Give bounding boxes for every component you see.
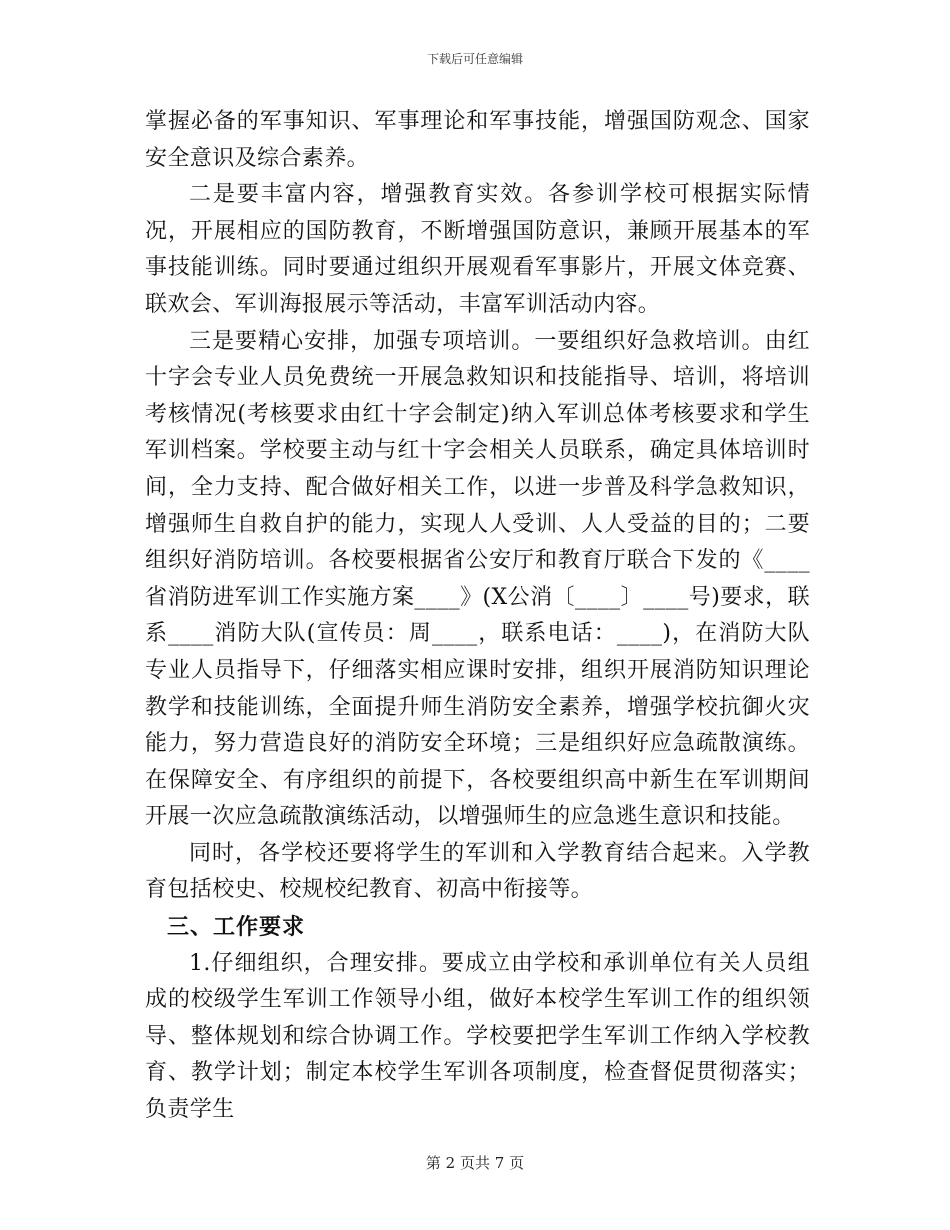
page-header: 下载后可任意编辑	[426, 52, 523, 66]
document-body	[145, 104, 810, 1129]
paragraph-rich-content: 二是要丰富内容，增强教育实效。各参训学校可根据实际情况，开展相应的国防教育，不断增强国防意识，兼顾开展基本的军事技能训练。同时要通过组织开展观看军事影片，开展文体竞赛、联欢会、军训海报展示等活动，丰富军训活动内容。	[145, 182, 810, 317]
page-number: 第 2 页共 7 页	[425, 1154, 525, 1172]
paragraph-continuation: 掌握必备的军事知识、军事理论和军事技能，增强国防观念、国家安全意识及综合素养。	[145, 109, 810, 171]
paragraph-special-training: 三是要精心安排，加强专项培训。一要组织好急救培训。由红十字会专业人员免费统一开展急救知识和技能指导、培训，将培训考核情况(考核要求由红十字会制定)纳入军训总体考核要求和学生军训档案。学校要主动与红十字会相关人员联系，确定具体培训时间，全力支持、配合做好相关工作，以进一步普及科学急救知识，增强师生自救自护的能力，实现人人受训、人人受益的目的；二要组织好消防培训。各校要根据省公安厅和教育厅联合下发的《____省消防进军训工作实施方案____》(X公消〔____〕____号)要求，联系____消防大队(宣传员：周____，联系电话：____)，在消防大队专业人员指导下，仔细落实相应课时安排，组织开展消防知识理论教学和技能训练，全面提升师生消防安全素养，增强学校抗御火灾能力，努力营造良好的消防安全环境；三是组织好应急疏散演练。在保障安全、有序组织的前提下，各校要组织高中新生在军训期间开展一次应急疏散演练活动，以增强师生的应急逃生意识和技能。	[145, 328, 810, 830]
paragraph-entrance-education: 同时，各学校还要将学生的军训和入学教育结合起来。入学教育包括校史、校规校纪教育、初高中衔接等。	[145, 840, 810, 903]
section-heading-work-requirements: 三、工作要求	[167, 914, 306, 941]
paragraph-organization: 1.仔细组织，合理安排。要成立由学校和承训单位有关人员组成的校级学生军训工作领导小组，做好本校学生军训工作的组织领导、整体规划和综合协调工作。学校要把学生军训工作纳入学校教育、教学计划；制定本校学生军训各项制度，检查督促贯彻落实；负责学生	[145, 950, 810, 1123]
